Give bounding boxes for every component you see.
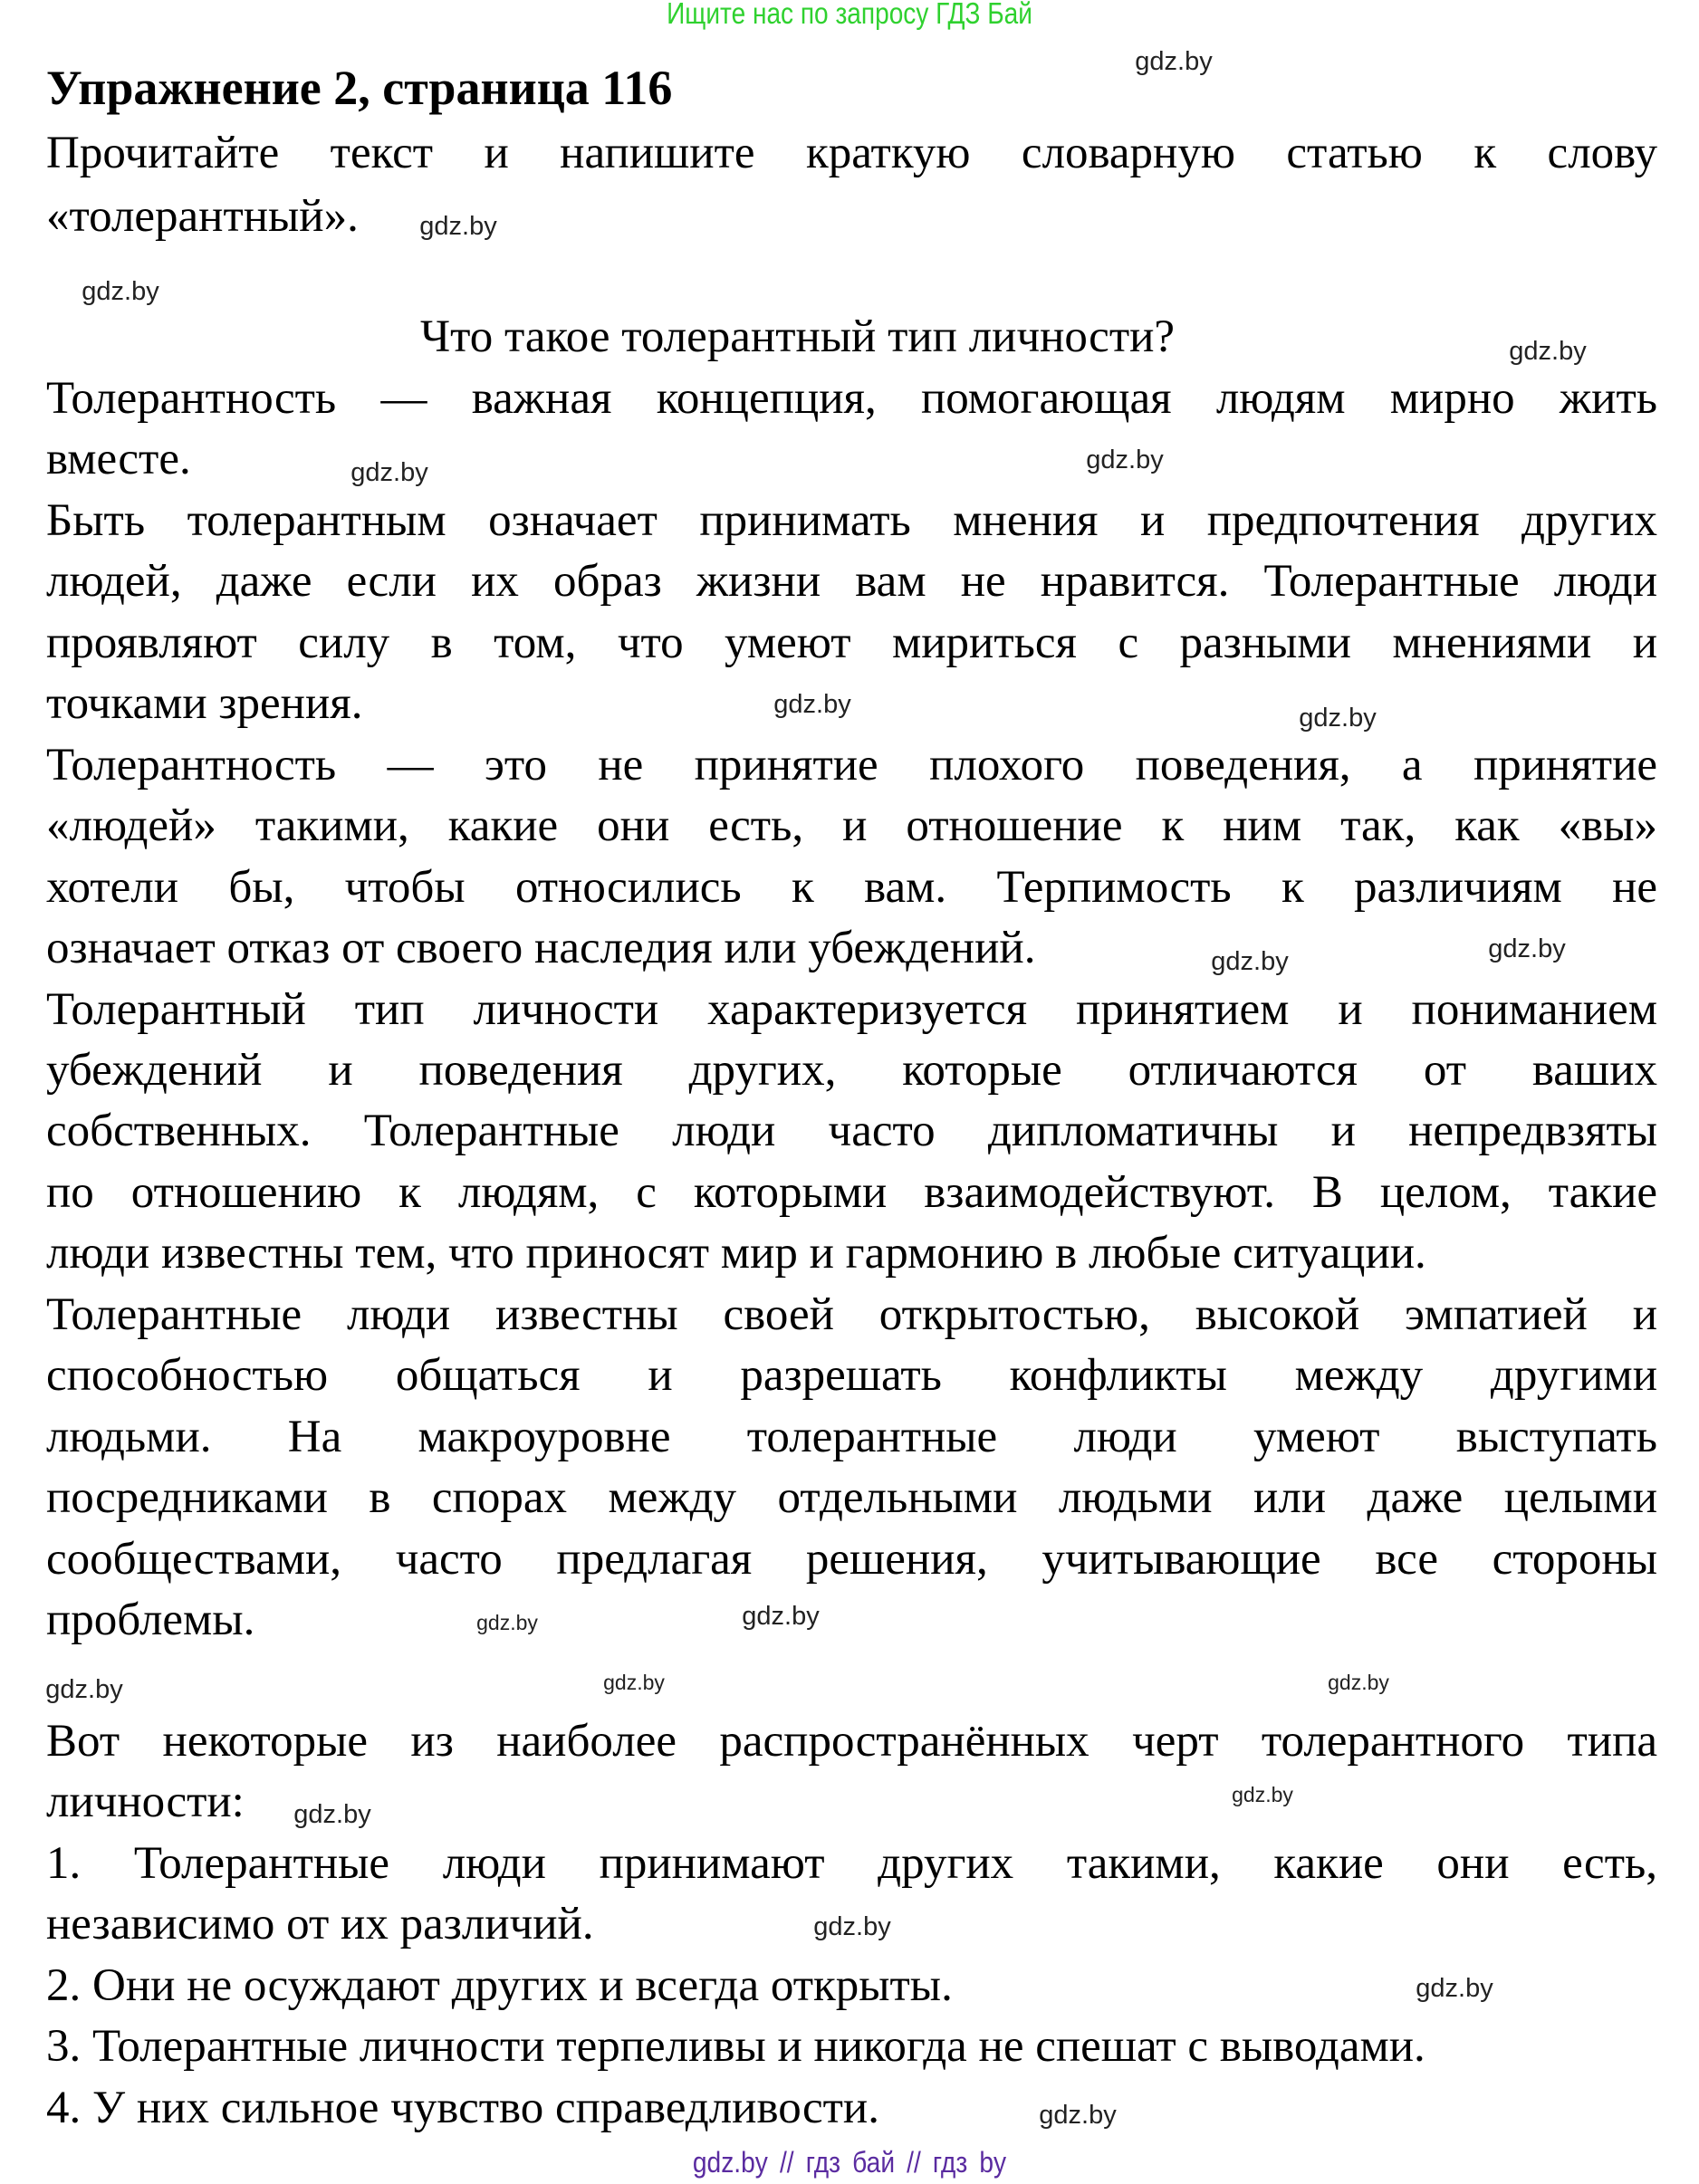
list-line: 2. Они не осуждают других и всегда открыты.: [46, 1960, 953, 2011]
paragraph-line: людей, даже если их образ жизни вам не нравится. Толерантные люди: [46, 556, 1657, 607]
gdz-watermark: gdz.by: [603, 1671, 665, 1694]
gdz-watermark: gdz.by: [773, 690, 851, 719]
paragraph-line: собственных. Толерантные люди часто дипломатичны и непредвзяты: [46, 1106, 1657, 1156]
list-line: Вот некоторые из наиболее распространённых черт толерантного типа: [46, 1716, 1657, 1767]
paragraph-line: по отношению к людям, с которыми взаимодействуют. В целом, такие: [46, 1167, 1657, 1218]
paragraph-line: посредниками в спорах между отдельными людьми или даже целыми: [46, 1472, 1657, 1523]
gdz-watermark: gdz.by: [1211, 947, 1289, 976]
gdz-watermark: gdz.by: [742, 1602, 820, 1631]
paragraph-line: сообществами, часто предлагая решения, учитывающие все стороны: [46, 1534, 1657, 1585]
text-heading: Что такое толерантный тип личности?: [420, 311, 1176, 362]
top-search-banner: Ищите нас по запросу ГДЗ Бай: [667, 0, 1032, 30]
gdz-watermark: gdz.by: [350, 458, 428, 487]
list-line: 4. У них сильное чувство справедливости.: [46, 2083, 879, 2133]
instruction-line: Прочитайте текст и напишите краткую словарную статью к слову: [46, 128, 1657, 178]
gdz-watermark: gdz.by: [1039, 2101, 1117, 2130]
gdz-watermark: gdz.by: [1488, 934, 1566, 963]
paragraph-line: Быть толерантным означает принимать мнения и предпочтения других: [46, 495, 1657, 546]
instruction-line: «толерантный».: [46, 191, 359, 242]
paragraph-line: означает отказ от своего наследия или убеждений.: [46, 923, 1036, 973]
gdz-watermark: gdz.by: [1328, 1671, 1389, 1694]
paragraph-line: люди известны тем, что приносят мир и гармонию в любые ситуации.: [46, 1228, 1426, 1279]
paragraph-line: Толерантные люди известны своей открытостью, высокой эмпатией и: [46, 1289, 1657, 1340]
paragraph-line: хотели бы, чтобы относились к вам. Терпимость к различиям не: [46, 862, 1657, 913]
gdz-watermark: gdz.by: [1299, 704, 1377, 733]
gdz-watermark: gdz.by: [1232, 1783, 1293, 1806]
paragraph-line: «людей» такими, какие они есть, и отношение к ним так, как «вы»: [46, 800, 1657, 851]
gdz-watermark: gdz.by: [1509, 337, 1587, 366]
gdz-watermark: gdz.by: [419, 212, 497, 241]
gdz-watermark: gdz.by: [293, 1800, 371, 1829]
bottom-site-banner: gdz.by // гдз бай // гдз by: [692, 2146, 1007, 2179]
paragraph-line: людьми. На макроуровне толерантные люди умеют выступать: [46, 1412, 1657, 1462]
exercise-title: Упражнение 2, страница 116: [46, 61, 673, 115]
list-line: 3. Толерантные личности терпеливы и никогда не спешат с выводами.: [46, 2021, 1425, 2072]
gdz-watermark: gdz.by: [1416, 1974, 1493, 2003]
gdz-watermark: gdz.by: [813, 1912, 891, 1941]
gdz-watermark: gdz.by: [1086, 445, 1164, 474]
list-line: независимо от их различий.: [46, 1899, 594, 1949]
paragraph-line: проявляют силу в том, что умеют мириться с разными мнениями и: [46, 618, 1657, 668]
paragraph-line: способностью общаться и разрешать конфликты между другими: [46, 1350, 1657, 1401]
paragraph-line: Толерантность — важная концепция, помогающая людям мирно жить: [46, 373, 1657, 424]
gdz-watermark: gdz.by: [1135, 47, 1213, 76]
paragraph-line: Толерантный тип личности характеризуется принятием и пониманием: [46, 984, 1657, 1035]
gdz-watermark: gdz.by: [82, 277, 159, 306]
paragraph-line: проблемы.: [46, 1595, 255, 1645]
list-line: личности:: [46, 1777, 245, 1827]
paragraph-line: точками зрения.: [46, 678, 363, 729]
gdz-watermark: gdz.by: [476, 1611, 538, 1634]
gdz-watermark: gdz.by: [45, 1675, 123, 1704]
list-line: 1. Толерантные люди принимают других такими, какие они есть,: [46, 1838, 1657, 1889]
paragraph-line: вместе.: [46, 434, 191, 484]
paragraph-line: убеждений и поведения других, которые отличаются от ваших: [46, 1045, 1657, 1096]
paragraph-line: Толерантность — это не принятие плохого поведения, а принятие: [46, 740, 1657, 790]
